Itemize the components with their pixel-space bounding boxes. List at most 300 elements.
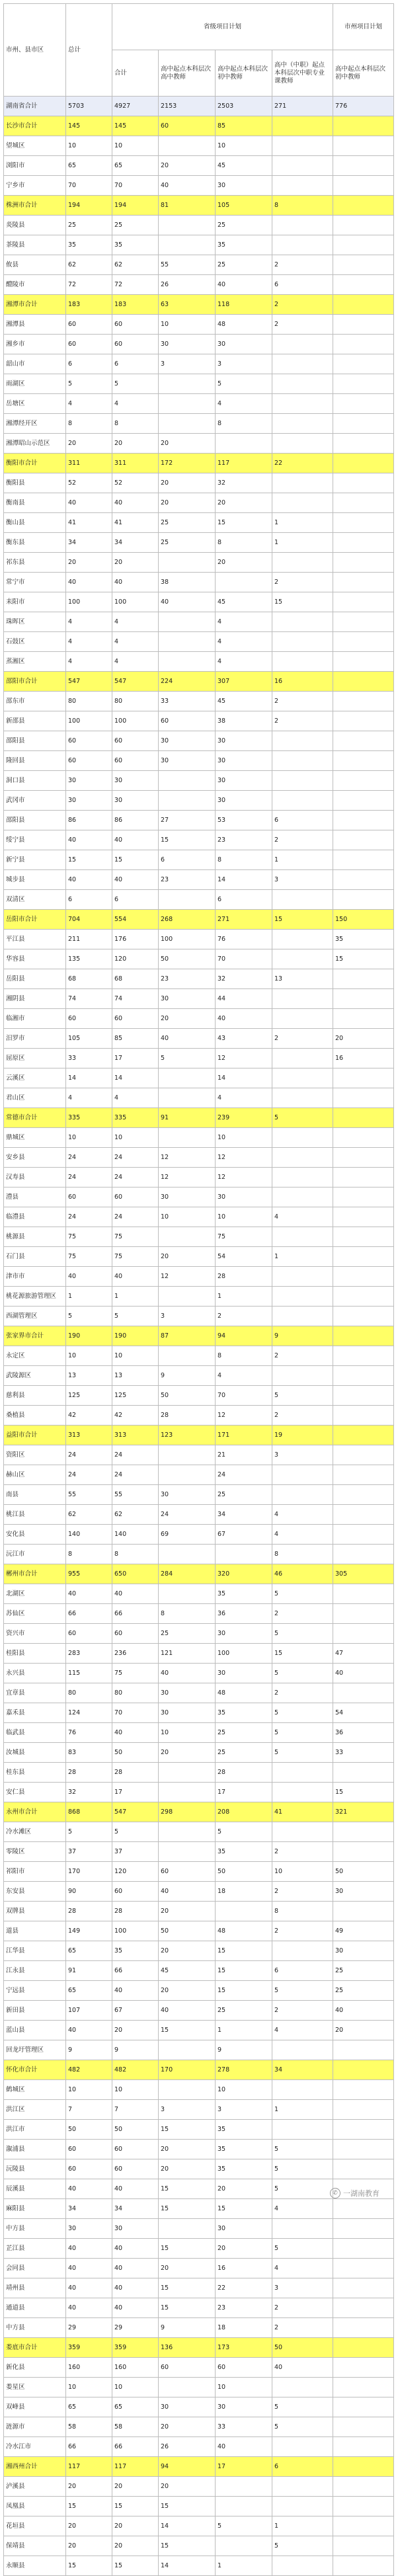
col-c-cell: 8 <box>272 1902 333 1921</box>
col-d-cell <box>333 1505 394 1525</box>
col-a-cell: 170 <box>159 2060 216 2080</box>
col-a-cell: 26 <box>159 2437 216 2457</box>
total-cell: 868 <box>66 1802 112 1822</box>
table-row <box>4 1465 394 1485</box>
total-cell: 4 <box>66 612 112 632</box>
col-c-cell <box>272 374 333 394</box>
col-a-cell: 9 <box>159 1366 216 1386</box>
table-row <box>4 1664 394 1683</box>
subtotal-cell: 9 <box>112 2040 159 2060</box>
total-cell: 6 <box>66 890 112 910</box>
subtotal-cell: 60 <box>112 2140 159 2159</box>
col-c-cell: 15 <box>272 592 333 612</box>
col-b-cell: 15 <box>216 1981 272 2001</box>
table-row <box>4 2080 394 2100</box>
col-d-cell <box>333 374 394 394</box>
total-cell: 10 <box>66 2080 112 2100</box>
subtotal-cell: 140 <box>112 1525 159 1545</box>
total-cell: 62 <box>66 1505 112 1525</box>
col-d-cell <box>333 2159 394 2179</box>
subtotal-cell: 5 <box>112 1822 159 1842</box>
col-a-cell: 3 <box>159 1307 216 1326</box>
col-a-cell: 40 <box>159 1029 216 1049</box>
table-row <box>4 354 394 374</box>
total-cell: 107 <box>66 2001 112 2021</box>
col-a-cell: 30 <box>159 2397 216 2417</box>
region-cell: 湘潭县 <box>4 315 66 335</box>
subtotal-cell: 60 <box>112 335 159 354</box>
col-c-cell: 5 <box>272 1584 333 1604</box>
subtotal-cell: 1 <box>112 1287 159 1307</box>
col-c-cell: 5 <box>272 2536 333 2556</box>
subtotal-cell: 40 <box>112 830 159 850</box>
subtotal-cell: 6 <box>112 354 159 374</box>
subtotal-cell: 40 <box>112 1981 159 2001</box>
region-cell: 娄底市合计 <box>4 2338 66 2358</box>
col-b-cell: 30 <box>216 731 272 751</box>
col-d-cell <box>333 1545 394 1564</box>
col-c-cell: 5 <box>272 1723 333 1743</box>
table-row <box>4 1882 394 1902</box>
col-a-cell: 172 <box>159 454 216 473</box>
col-c-cell: 4 <box>272 1505 333 1525</box>
col-d-cell <box>333 414 394 434</box>
col-d-cell <box>333 394 394 414</box>
total-cell: 115 <box>66 1664 112 1683</box>
subtotal-cell: 66 <box>112 1961 159 1981</box>
region-cell: 湘阴县 <box>4 989 66 1009</box>
subtotal-cell: 40 <box>112 1584 159 1604</box>
total-cell: 100 <box>66 711 112 731</box>
subtotal-cell: 4 <box>112 394 159 414</box>
col-c-cell: 16 <box>272 672 333 692</box>
total-cell: 20 <box>66 434 112 454</box>
col-b-cell <box>216 2536 272 2556</box>
col-b-cell: 35 <box>216 1842 272 1862</box>
table-row <box>4 1009 394 1029</box>
col-b-cell: 12 <box>216 1406 272 1426</box>
total-cell: 40 <box>66 2021 112 2040</box>
subtotal-cell: 20 <box>112 2021 159 2040</box>
col-a-cell <box>159 553 216 573</box>
total-cell: 33 <box>66 1049 112 1068</box>
col-b-cell: 1 <box>216 2021 272 2040</box>
region-cell: 绥宁县 <box>4 830 66 850</box>
table-row <box>4 989 394 1009</box>
col-d-cell <box>333 335 394 354</box>
col-a-cell <box>159 652 216 672</box>
header-col-c: 高中（中职）起点本科层次中职专业课教师 <box>272 50 333 97</box>
col-a-cell <box>159 1822 216 1842</box>
col-b-cell: 17 <box>216 1783 272 1802</box>
col-b-cell <box>216 1545 272 1564</box>
region-cell: 冷水滩区 <box>4 1822 66 1842</box>
col-a-cell <box>159 414 216 434</box>
col-a-cell <box>159 1346 216 1366</box>
col-d-cell <box>333 255 394 275</box>
col-a-cell: 136 <box>159 2338 216 2358</box>
col-c-cell <box>272 2040 333 2060</box>
total-cell: 15 <box>66 850 112 870</box>
table-row <box>4 1902 394 1921</box>
subtotal-cell: 70 <box>112 176 159 196</box>
col-d-cell <box>333 2378 394 2397</box>
col-c-cell: 2 <box>272 315 333 335</box>
region-cell: 屈原区 <box>4 1049 66 1068</box>
subtotal-cell: 5 <box>112 1307 159 1326</box>
region-cell: 永州市合计 <box>4 1802 66 1822</box>
region-cell: 新宁县 <box>4 850 66 870</box>
col-a-cell <box>159 2040 216 2060</box>
col-d-cell <box>333 235 394 255</box>
col-c-cell: 5 <box>272 1624 333 1644</box>
region-cell: 资阳区 <box>4 1445 66 1465</box>
city-subtotal-row <box>4 454 394 473</box>
table-row <box>4 2239 394 2259</box>
total-cell: 75 <box>66 1227 112 1247</box>
region-cell: 华容县 <box>4 949 66 969</box>
subtotal-cell: 117 <box>112 2457 159 2477</box>
region-cell: 安化县 <box>4 1525 66 1545</box>
subtotal-cell: 40 <box>112 2298 159 2318</box>
total-cell: 6 <box>66 354 112 374</box>
col-b-cell: 6 <box>216 890 272 910</box>
col-c-cell: 5 <box>272 2397 333 2417</box>
col-b-cell: 18 <box>216 1882 272 1902</box>
subtotal-cell: 60 <box>112 731 159 751</box>
region-cell: 涟源市 <box>4 2417 66 2437</box>
col-b-cell: 278 <box>216 2060 272 2080</box>
region-cell: 汨罗市 <box>4 1029 66 1049</box>
total-cell: 4 <box>66 652 112 672</box>
table-row <box>4 612 394 632</box>
col-c-cell: 4 <box>272 2199 333 2219</box>
total-cell: 60 <box>66 1624 112 1644</box>
subtotal-cell: 100 <box>112 711 159 731</box>
region-cell: 衡东县 <box>4 533 66 553</box>
subtotal-cell: 15 <box>112 850 159 870</box>
total-cell: 24 <box>66 1207 112 1227</box>
region-cell: 湖南省合计 <box>4 97 66 116</box>
col-b-cell: 20 <box>216 553 272 573</box>
col-c-cell <box>272 394 333 414</box>
table-row <box>4 1683 394 1703</box>
subtotal-cell: 4 <box>112 612 159 632</box>
region-cell: 中方县 <box>4 2219 66 2239</box>
col-c-cell <box>272 751 333 771</box>
region-cell: 沅江市 <box>4 1545 66 1564</box>
col-c-cell <box>272 731 333 751</box>
col-b-cell: 30 <box>216 1624 272 1644</box>
col-c-cell: 1 <box>272 513 333 533</box>
table-row <box>4 1961 394 1981</box>
col-d-cell: 776 <box>333 97 394 116</box>
col-c-cell: 5 <box>272 1743 333 1763</box>
col-a-cell: 20 <box>159 2140 216 2159</box>
col-a-cell: 25 <box>159 533 216 553</box>
col-c-cell <box>272 216 333 235</box>
region-cell: 郴州市合计 <box>4 1564 66 1584</box>
region-cell: 祁阳市 <box>4 1862 66 1882</box>
region-cell: 炎陵县 <box>4 216 66 235</box>
col-c-cell <box>272 2497 333 2516</box>
subtotal-cell: 75 <box>112 1227 159 1247</box>
total-cell: 5 <box>66 1307 112 1326</box>
total-cell: 60 <box>66 1009 112 1029</box>
col-b-cell: 25 <box>216 1743 272 1763</box>
col-b-cell: 30 <box>216 751 272 771</box>
subtotal-cell: 40 <box>112 1267 159 1287</box>
table-row <box>4 156 394 176</box>
col-b-cell: 12 <box>216 1148 272 1168</box>
total-cell: 24 <box>66 1465 112 1485</box>
col-c-cell: 2 <box>272 1406 333 1426</box>
col-c-cell <box>272 2120 333 2140</box>
col-d-cell <box>333 2536 394 2556</box>
region-cell: 邵阳县 <box>4 731 66 751</box>
col-b-cell: 3 <box>216 2100 272 2120</box>
region-cell: 石鼓区 <box>4 632 66 652</box>
col-b-cell: 70 <box>216 1386 272 1406</box>
col-b-cell: 25 <box>216 2001 272 2021</box>
col-b-cell: 10 <box>216 1207 272 1227</box>
total-cell: 66 <box>66 1604 112 1624</box>
col-a-cell: 20 <box>159 1981 216 2001</box>
col-a-cell: 40 <box>159 2001 216 2021</box>
table-row <box>4 811 394 830</box>
subtotal-cell: 6 <box>112 890 159 910</box>
col-b-cell <box>216 434 272 454</box>
col-b-cell: 15 <box>216 2199 272 2219</box>
header-city-group: 市州项目计划 <box>333 4 394 50</box>
total-cell: 41 <box>66 513 112 533</box>
table-row <box>4 890 394 910</box>
col-d-cell <box>333 533 394 553</box>
col-d-cell <box>333 2060 394 2080</box>
region-cell: 宜章县 <box>4 1683 66 1703</box>
col-b-cell: 8 <box>216 414 272 434</box>
col-a-cell: 30 <box>159 1703 216 1723</box>
subtotal-cell: 120 <box>112 1862 159 1882</box>
table-row <box>4 1068 394 1088</box>
total-cell: 83 <box>66 1743 112 1763</box>
table-row <box>4 414 394 434</box>
col-b-cell: 45 <box>216 156 272 176</box>
col-d-cell <box>333 811 394 830</box>
city-subtotal-row <box>4 295 394 315</box>
col-d-cell <box>333 136 394 156</box>
col-c-cell <box>272 1049 333 1068</box>
col-a-cell: 55 <box>159 255 216 275</box>
col-a-cell: 20 <box>159 493 216 513</box>
col-a-cell: 15 <box>159 2179 216 2199</box>
col-b-cell: 25 <box>216 1485 272 1505</box>
col-c-cell: 2 <box>272 1921 333 1941</box>
table-row <box>4 1445 394 1465</box>
col-c-cell <box>272 235 333 255</box>
col-b-cell: 40 <box>216 2437 272 2457</box>
col-a-cell: 20 <box>159 1009 216 1029</box>
col-a-cell: 12 <box>159 1148 216 1168</box>
total-cell: 65 <box>66 2397 112 2417</box>
col-a-cell: 30 <box>159 1683 216 1703</box>
table-row <box>4 2040 394 2060</box>
subtotal-cell: 30 <box>112 791 159 811</box>
table-row <box>4 711 394 731</box>
col-c-cell <box>272 1267 333 1287</box>
col-c-cell: 4 <box>272 1525 333 1545</box>
col-b-cell: 35 <box>216 2159 272 2179</box>
total-cell: 13 <box>66 1366 112 1386</box>
col-d-cell <box>333 870 394 890</box>
table-row <box>4 2100 394 2120</box>
total-cell: 145 <box>66 116 112 136</box>
total-cell: 40 <box>66 1584 112 1604</box>
region-cell: 澧县 <box>4 1187 66 1207</box>
col-c-cell: 2 <box>272 295 333 315</box>
col-c-cell <box>272 1148 333 1168</box>
region-cell: 娄星区 <box>4 2378 66 2397</box>
city-subtotal-row <box>4 116 394 136</box>
col-a-cell <box>159 1842 216 1862</box>
table-row <box>4 2120 394 2140</box>
col-c-cell: 40 <box>272 2358 333 2378</box>
region-cell: 珠晖区 <box>4 612 66 632</box>
table-row <box>4 1088 394 1108</box>
region-cell: 双清区 <box>4 890 66 910</box>
col-c-cell: 8 <box>272 196 333 216</box>
region-cell: 宁乡市 <box>4 176 66 196</box>
col-b-cell: 45 <box>216 592 272 612</box>
col-d-cell <box>333 791 394 811</box>
total-cell: 20 <box>66 2536 112 2556</box>
col-b-cell <box>216 573 272 592</box>
total-cell: 125 <box>66 1386 112 1406</box>
table-row <box>4 751 394 771</box>
col-a-cell: 30 <box>159 989 216 1009</box>
total-cell: 37 <box>66 1842 112 1862</box>
col-a-cell <box>159 1068 216 1088</box>
total-cell: 283 <box>66 1644 112 1664</box>
table-row <box>4 2259 394 2278</box>
col-d-cell <box>333 1525 394 1545</box>
total-cell: 60 <box>66 315 112 335</box>
total-cell: 1 <box>66 1287 112 1307</box>
col-d-cell <box>333 1386 394 1406</box>
col-a-cell: 20 <box>159 434 216 454</box>
col-d-cell: 20 <box>333 1029 394 1049</box>
col-a-cell <box>159 2378 216 2397</box>
col-b-cell: 75 <box>216 1227 272 1247</box>
table-row <box>4 2378 394 2397</box>
total-cell: 335 <box>66 1108 112 1128</box>
col-c-cell <box>272 553 333 573</box>
col-c-cell: 1 <box>272 2100 333 2120</box>
table-row <box>4 315 394 335</box>
total-cell: 68 <box>66 969 112 989</box>
col-d-cell <box>333 315 394 335</box>
col-b-cell: 35 <box>216 2120 272 2140</box>
col-d-cell <box>333 1366 394 1386</box>
region-cell: 南县 <box>4 1485 66 1505</box>
col-d-cell: 47 <box>333 1644 394 1664</box>
col-c-cell: 6 <box>272 811 333 830</box>
total-cell: 40 <box>66 2179 112 2199</box>
table-row <box>4 2159 394 2179</box>
table-row <box>4 1148 394 1168</box>
col-c-cell <box>272 2378 333 2397</box>
total-cell: 65 <box>66 1981 112 2001</box>
col-a-cell: 30 <box>159 1187 216 1207</box>
col-b-cell: 307 <box>216 672 272 692</box>
total-cell: 28 <box>66 1763 112 1783</box>
region-cell: 新邵县 <box>4 711 66 731</box>
total-cell: 90 <box>66 1882 112 1902</box>
table-row <box>4 2437 394 2457</box>
col-a-cell: 33 <box>159 692 216 711</box>
total-cell: 32 <box>66 1783 112 1802</box>
col-d-cell <box>333 1108 394 1128</box>
subtotal-cell: 120 <box>112 949 159 969</box>
total-cell: 40 <box>66 2298 112 2318</box>
total-cell: 190 <box>66 1326 112 1346</box>
table-row <box>4 1822 394 1842</box>
region-cell: 蒸湘区 <box>4 652 66 672</box>
col-b-cell: 38 <box>216 711 272 731</box>
total-cell: 5703 <box>66 97 112 116</box>
col-d-cell <box>333 116 394 136</box>
watermark-text: 一湖南教育 <box>343 2189 379 2198</box>
subtotal-cell: 40 <box>112 2259 159 2278</box>
total-cell: 140 <box>66 1525 112 1545</box>
col-b-cell: 4 <box>216 612 272 632</box>
col-d-cell: 33 <box>333 1743 394 1763</box>
col-c-cell: 2 <box>272 1346 333 1366</box>
col-b-cell: 3 <box>216 354 272 374</box>
col-d-cell: 40 <box>333 1664 394 1683</box>
region-cell: 洪江市 <box>4 2120 66 2140</box>
total-cell: 8 <box>66 1545 112 1564</box>
col-c-cell <box>272 493 333 513</box>
total-cell: 66 <box>66 2437 112 2457</box>
city-subtotal-row <box>4 1326 394 1346</box>
table-row <box>4 2397 394 2417</box>
region-cell: 永定区 <box>4 1346 66 1366</box>
col-c-cell <box>272 1941 333 1961</box>
col-c-cell: 41 <box>272 1802 333 1822</box>
col-d-cell <box>333 493 394 513</box>
table-row <box>4 1187 394 1207</box>
col-b-cell: 10 <box>216 2378 272 2397</box>
col-c-cell <box>272 1088 333 1108</box>
col-c-cell <box>272 1287 333 1307</box>
col-a-cell: 27 <box>159 811 216 830</box>
region-cell: 常宁市 <box>4 573 66 592</box>
subtotal-cell: 482 <box>112 2060 159 2080</box>
table-row <box>4 2001 394 2021</box>
region-cell: 湘西州合计 <box>4 2457 66 2477</box>
col-a-cell <box>159 1783 216 1802</box>
city-subtotal-row <box>4 910 394 930</box>
col-c-cell <box>272 354 333 374</box>
col-d-cell <box>333 890 394 910</box>
region-cell: 怀化市合计 <box>4 2060 66 2080</box>
col-a-cell: 224 <box>159 672 216 692</box>
col-b-cell: 30 <box>216 335 272 354</box>
subtotal-cell: 547 <box>112 1802 159 1822</box>
col-b-cell: 94 <box>216 1326 272 1346</box>
col-b-cell: 34 <box>216 1505 272 1525</box>
